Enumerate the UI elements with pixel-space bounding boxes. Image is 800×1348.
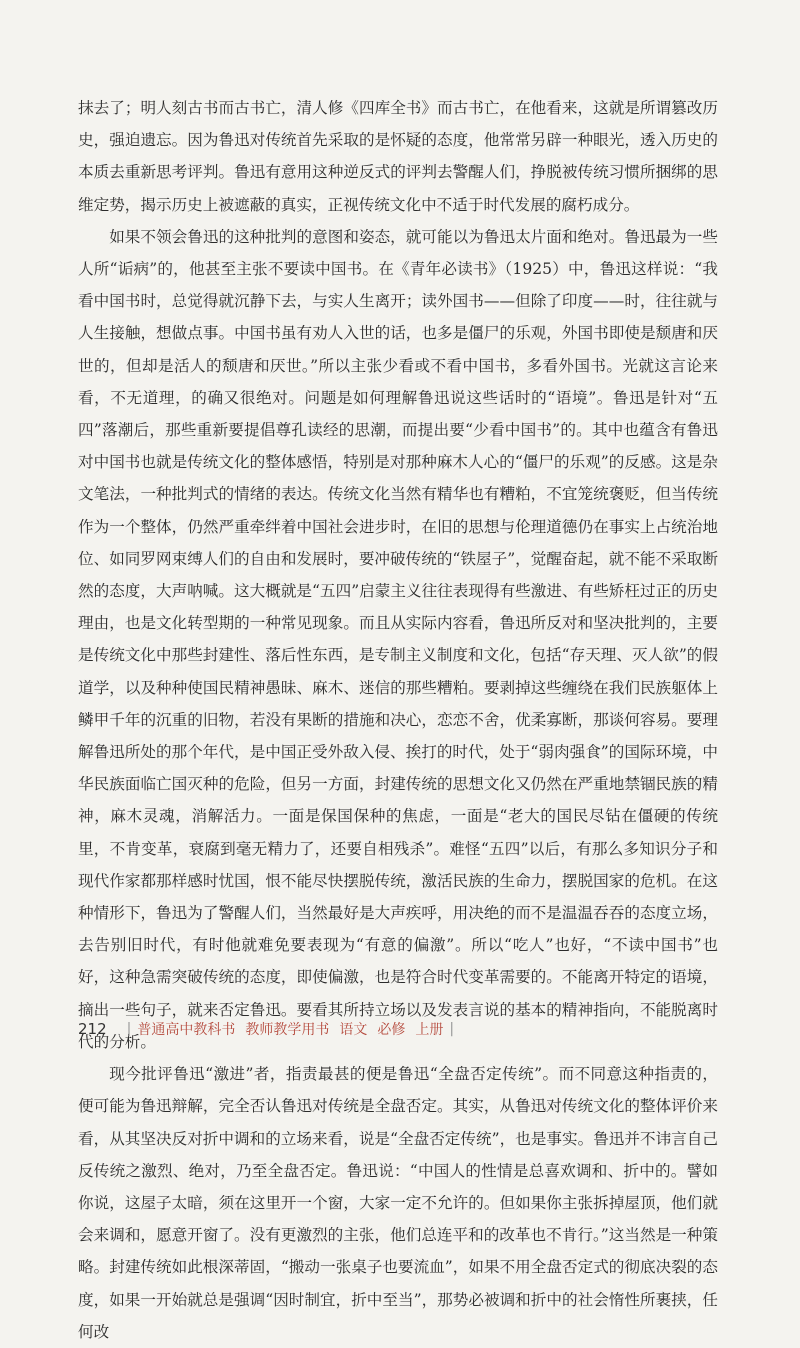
footer-volume: 上册 [415,1022,444,1038]
footer-subject: 语文 [339,1022,368,1038]
footer-separator-end: | [449,1021,455,1037]
paragraph-3: 现今批评鲁迅“激进”者，指责最甚的便是鲁迅“全盘否定传统”。而不同意这种指责的，便可能为鲁迅辩解，完全否认鲁迅对传统是全盘否定。其实，从鲁迅对传统文化的整体评价来看，从其坚决反对折中调和的立场来看，说是“全盘否定传统”，也是事实。鲁迅并不讳言自己反传统之激烈、绝对，乃至全盘否定。鲁迅说：“中国人的性情是总喜欢调和、折中的。譬如你说，这屋子太暗，须在这里开一个窗，大家一定不允许的。但如果你主张拆掉屋顶，他们就会来调和，愿意开窗了。没有更激烈的主张，他们总连平和的改革也不肯行。”这当然是一种策略。封建传统如此根深蒂固，“搬动一张桌子也要流血”，如果不用全盘否定式的彻底决裂的态度，如果一开始就总是强调“因时制宜，折中至当”，那势必被调和折中的社会惰性所裹挟，任何改 [78,1065,718,1341]
footer-separator: | [126,1021,132,1037]
page-number: 212 [78,1020,107,1038]
footer-course: 必修 [377,1022,406,1038]
footer-book-type: 普通高中教科书 [137,1022,236,1038]
page-footer [78,1018,718,1040]
footer-book-role: 教师教学用书 [245,1022,330,1038]
paragraph-1: 抹去了；明人刻古书而古书亡，清人修《四库全书》而古书亡，在他看来，这就是所谓篡改历史，强迫遗忘。因为鲁迅对传统首先采取的是怀疑的态度，他常常另辟一种眼光，透入历史的本质去重新思考评判。鲁迅有意用这种逆反式的评判去警醒人们，挣脱被传统习惯所捆绑的思维定势，揭示历史上被遮蔽的真实，正视传统文化中不适于时代发展的腐朽成分。 [78,99,718,214]
paragraph-2: 如果不领会鲁迅的这种批判的意图和姿态，就可能以为鲁迅太片面和绝对。鲁迅最为一些人所“诟病”的，他甚至主张不要读中国书。在《青年必读书》（1925）中，鲁迅这样说：“我看中国书时，总觉得就沉静下去，与实人生离开；读外国书——但除了印度——时，往往就与人生接触，想做点事。中国书虽有劝人入世的话，也多是僵尸的乐观，外国书即使是颓唐和厌世的，但却是活人的颓唐和厌世。”所以主张少看或不看中国书，多看外国书。光就这言论来看，不无道理，的确又很绝对。问题是如何理解鲁迅说这些话时的“语境”。鲁迅是针对“五四”落潮后，那些重新要提倡尊孔读经的思潮，而提出要“少看中国书”的。其中也蕴含有鲁迅对中国书也就是传统文化的整体感悟，特别是对那种麻木人心的“僵尸的乐观”的反感。这是杂文笔法，一种批判式的情绪的表达。传统文化当然有精华也有糟粕，不宜笼统褒贬，但当传统作为一个整体，仍然严重牵绊着中国社会进步时，在旧的思想与伦理道德仍在事实上占统治地位、如同罗网束缚人们的自由和发展时，要冲破传统的“铁屋子”，觉醒奋起，就不能不采取断然的态度，大声呐喊。这大概就是“五四”启蒙主义往往表现得有些激进、有些矫枉过正的历史理由，也是文化转型期的一种常见现象。而且从实际内容看，鲁迅所反对和坚决批判的，主要是传统文化中那些封建性、落后性东西，是专制主义制度和文化，包括“存天理、灭人欲”的假道学，以及种种使国民精神愚昧、麻木、迷信的那些糟粕。要剥掉这些缠绕在我们民族躯体上鳞甲千年的沉重的旧物，若没有果断的措施和决心，恋恋不舍，优柔寡断，那谈何容易。要理解鲁迅所处的那个年代，是中国正受外敌入侵、挨打的时代，处于“弱肉强食”的国际环境，中华民族面临亡国灭种的危险，但另一方面，封建传统的思想文化又仍然在严重地禁锢民族的精神，麻木灵魂，消解活力。一面是保国保种的焦虑，一面是“老大的国民尽钻在僵硬的传统里，不肯变革，衰腐到毫无精力了，还要自相残杀”。难怪“五四”以后，有那么多知识分子和现代作家都那样感时忧国，恨不能尽快摆脱传统，激活民族的生命力，摆脱国家的危机。在这种情形下，鲁迅为了警醒人们，当然最好是大声疾呼，用决绝的而不是温温吞吞的态度立场，去告别旧时代，有时他就难免要表现为“有意的偏激”。所以“吃人”也好，“不读中国书”也好，这种急需突破传统的态度，即使偏激，也是符合时代变革需要的。不能离开特定的语境，摘出一些句子，就来否定鲁迅。要看其所持立场以及发表言说的基本的精神指向，不能脱离时代的分析。 [78,227,718,1051]
body-text [78,92,718,1348]
